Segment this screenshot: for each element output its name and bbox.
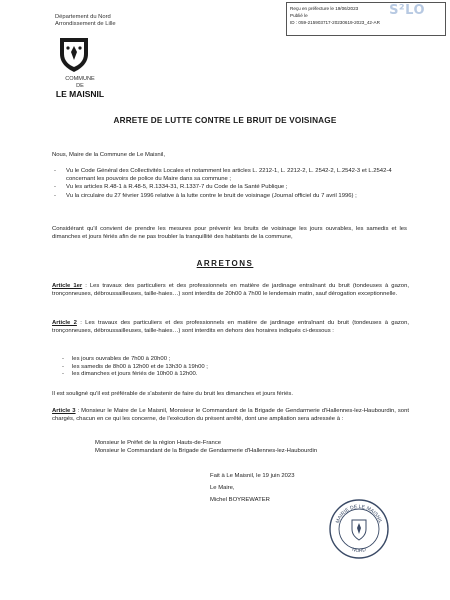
receipt-line-published: Publié le — [290, 13, 308, 18]
document-title: ARRETE DE LUTTE CONTRE LE BRUIT DE VOISINAGE — [113, 116, 337, 125]
department-header — [55, 14, 116, 28]
article-1 — [52, 283, 409, 298]
list-item: - les jours ouvrables de 7h00 à 20h00 ; — [62, 356, 171, 362]
department-line: Département du Nord — [55, 14, 111, 20]
receipt-line-received: Reçu en préfecture le 19/06/2023 — [290, 6, 359, 11]
arrondissement-line: Arrondissement de Lille — [55, 21, 116, 27]
arretons-heading: ARRETONS — [196, 259, 254, 268]
signature-name: Michel BOYREWATER — [210, 497, 270, 503]
recipient-gendarmerie: Monsieur le Commandant de la Brigade de Gendarmerie d'Hallennes-lez-Haubourdin — [95, 448, 318, 454]
receipt-line-id: ID : 059-215903717-20230619-2023_42-AR — [290, 20, 380, 25]
mairie-stamp-icon — [328, 498, 390, 565]
considerant-paragraph: Considérant qu'il convient de prendre les mesures pour prévenir les bruits de voisinage les jours ouvrables, les samedis et les dimanches et jours fériés afin de ne pas troubler la tranquillité des habitants de la commune, — [52, 226, 407, 240]
article-1-label: Article 1er — [52, 283, 83, 289]
commune-de-label: DE — [76, 82, 84, 89]
article-2-text: : Les travaux des particuliers et des professionnels en matière de jardinage entraînant du bruit (tondeuses à gazon, tronçonneuses, débroussailleuses, taille-haies…) sont interdits en dehors des horaires indiqués ci-dessous : — [52, 320, 409, 334]
horaires-list — [62, 356, 208, 379]
commune-label: COMMUNE — [65, 76, 95, 82]
article-2 — [52, 320, 409, 335]
list-item: - Vu le Code Général des Collectivités Locales et notamment les articles L. 2212-1, L. 2212-2, L. 2542-2, L.2542-3 et L.2542-4 concernant les pouvoirs de police du Maire dans sa commune ; — [54, 168, 392, 182]
list-item: - Vu la circulaire du 27 février 1996 relative à la lutte contre le bruit de voisinage (Journal officiel du 7 avril 1996) ; — [54, 192, 357, 199]
article-3-label: Article 3 — [52, 408, 76, 414]
commune-block — [30, 76, 130, 98]
recipient-prefet: Monsieur le Préfet de la région Hauts-de-France — [95, 440, 222, 446]
prefecture-receipt-box — [286, 2, 446, 36]
list-item: - les dimanches et jours fériés de 10h00 à 12h00. — [62, 371, 198, 377]
signature-role: Le Maire, — [210, 485, 235, 491]
vu-list — [52, 168, 407, 201]
article-3-text: : Monsieur le Maire de Le Maisnil, Monsieur le Commandant de la Brigade de Gendarmerie d'Hallennes-lez-Haubourdin, sont chargés, chacun en ce qui les concerne, de l'exécution du présent arrêté, dont une ampliation sera adressée à : — [52, 408, 409, 422]
article-2-label: Article 2 — [52, 320, 77, 326]
article-1-text: : Les travaux des particuliers et des professionnels en matière de jardinage entraînant du bruit (tondeuses à gazon, tronçonneuses, débroussailleuses, taille-haies…) sont interdits de 20h00 à 7h00 le lendemain matin, sauf dérogation exceptionnelle. — [52, 283, 409, 297]
slo-logo: S²LO — [389, 3, 425, 18]
souligne-paragraph: Il est souligné qu'il est préférable de s'abstenir de faire du bruit les dimanches et jours fériés. — [52, 391, 293, 397]
signature-place-date: Fait à Le Maisnil, le 19 juin 2023 — [210, 473, 295, 479]
stamp-top-text: MAIRIE DE LE MAISNIL — [334, 503, 384, 525]
commune-name: LE MAISNIL — [55, 89, 105, 99]
list-item: - les samedis de 8h00 à 12h00 et de 13h30 à 19h00 ; — [62, 363, 208, 370]
stamp-bottom-text: NORD — [351, 546, 367, 555]
intro-line: Nous, Maire de la Commune de Le Maisnil, — [52, 152, 165, 158]
commune-coat-of-arms-icon — [54, 34, 94, 79]
list-item: - Vu les articles R.48-1 à R.48-5, R.1334-31, R.1337-7 du Code de la Santé Publique ; — [54, 184, 288, 190]
article-3 — [52, 408, 409, 423]
